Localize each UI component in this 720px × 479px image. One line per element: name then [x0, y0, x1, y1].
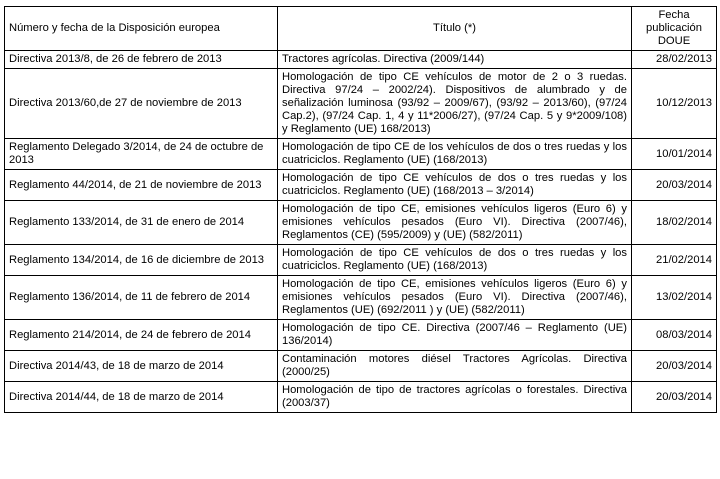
cell-number: Reglamento Delegado 3/2014, de 24 de octubre de 2013 — [5, 139, 278, 170]
table-row — [5, 245, 717, 276]
header-date-line1: Fecha — [658, 9, 690, 21]
dispositions-table — [4, 6, 717, 413]
cell-number: Reglamento 134/2014, de 16 de diciembre de 2013 — [5, 245, 278, 276]
table-row — [5, 139, 717, 170]
cell-number: Reglamento 133/2014, de 31 de enero de 2014 — [5, 201, 278, 245]
cell-number: Reglamento 136/2014, de 11 de febrero de 2014 — [5, 276, 278, 320]
cell-date: 10/01/2014 — [632, 139, 717, 170]
table-row — [5, 170, 717, 201]
cell-date: 13/02/2014 — [632, 276, 717, 320]
cell-date: 20/03/2014 — [632, 170, 717, 201]
cell-title: Homologación de tipo CE vehículos de motor de 2 o 3 ruedas. Directiva 97/24 – 2002/24). Dispositivos de alumbrado y de señalización luminosa (93/92 – 2009/67), (93/92 – 2013/60), (97/24 Cap.2), (97/24 Cap. 1, 4 y 11*2006/27), (97/24 Cap. 5 y 9*2009/108) y Reglamento (UE) 168/2013) — [278, 69, 632, 139]
table-row — [5, 51, 717, 69]
cell-date: 20/03/2014 — [632, 351, 717, 382]
cell-date: 08/03/2014 — [632, 320, 717, 351]
cell-title: Homologación de tipo CE, emisiones vehículos ligeros (Euro 6) y emisiones vehículos pesados (Euro VI). Directiva (2007/46), Reglamentos (CE) (595/2009) y (UE) (582/2011) — [278, 201, 632, 245]
header-date-line2: publicación — [646, 22, 702, 34]
table-row — [5, 382, 717, 413]
table-header-row — [5, 7, 717, 51]
cell-title: Homologación de tipo CE de los vehículos de dos o tres ruedas y los cuatriciclos. Reglamento (UE) (168/2013) — [278, 139, 632, 170]
cell-number: Directiva 2014/43, de 18 de marzo de 2014 — [5, 351, 278, 382]
table-row — [5, 351, 717, 382]
cell-number: Directiva 2013/8, de 26 de febrero de 2013 — [5, 51, 278, 69]
cell-date: 10/12/2013 — [632, 69, 717, 139]
cell-title: Homologación de tipo CE vehículos de dos o tres ruedas y los cuatriciclos. Reglamento (UE) (168/2013) — [278, 245, 632, 276]
cell-title: Contaminación motores diésel Tractores Agrícolas. Directiva (2000/25) — [278, 351, 632, 382]
cell-date: 21/02/2014 — [632, 245, 717, 276]
header-date-line3: DOUE — [657, 35, 691, 47]
header-number: Número y fecha de la Disposición europea — [5, 7, 278, 51]
cell-title: Homologación de tipo CE vehículos de dos o tres ruedas y los cuatriciclos. Reglamento (UE) (168/2013 – 3/2014) — [278, 170, 632, 201]
table-row — [5, 69, 717, 139]
cell-title: Homologación de tipo CE, emisiones vehículos ligeros (Euro 6) y emisiones vehículos pesados (Euro VI). Directiva (2007/46), Reglamentos (UE) (692/2011 ) y (UE) (582/2011) — [278, 276, 632, 320]
cell-number: Reglamento 44/2014, de 21 de noviembre de 2013 — [5, 170, 278, 201]
table-row — [5, 201, 717, 245]
cell-number: Directiva 2014/44, de 18 de marzo de 2014 — [5, 382, 278, 413]
cell-date: 20/03/2014 — [632, 382, 717, 413]
cell-date: 18/02/2014 — [632, 201, 717, 245]
document-page — [4, 6, 716, 413]
table-row — [5, 276, 717, 320]
header-title: Título (*) — [278, 7, 632, 51]
cell-date: 28/02/2013 — [632, 51, 717, 69]
cell-title: Homologación de tipo de tractores agrícolas o forestales. Directiva (2003/37) — [278, 382, 632, 413]
table-row — [5, 320, 717, 351]
header-date — [632, 7, 717, 51]
cell-number: Directiva 2013/60,de 27 de noviembre de 2013 — [5, 69, 278, 139]
cell-title: Tractores agrícolas. Directiva (2009/144) — [278, 51, 632, 69]
cell-number: Reglamento 214/2014, de 24 de febrero de 2014 — [5, 320, 278, 351]
cell-title: Homologación de tipo CE. Directiva (2007/46 – Reglamento (UE) 136/2014) — [278, 320, 632, 351]
